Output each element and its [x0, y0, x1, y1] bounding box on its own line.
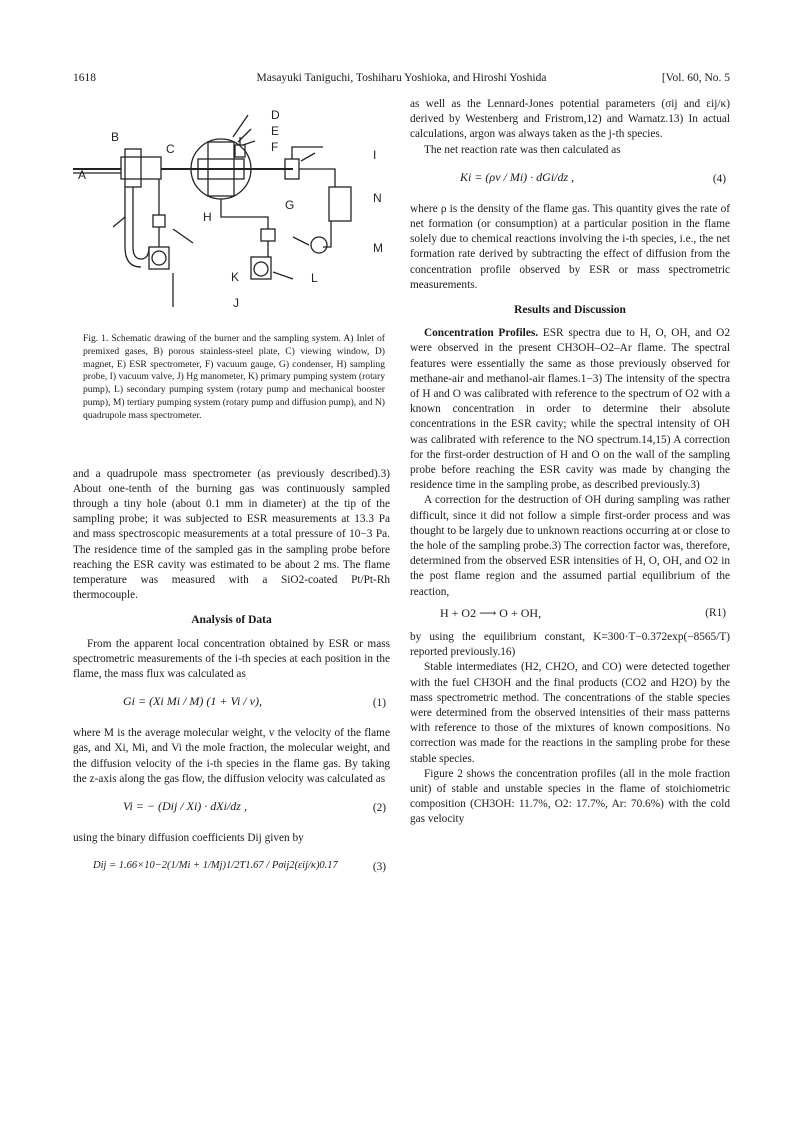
right-paragraph-4	[410, 326, 730, 493]
label-k: K	[231, 270, 240, 284]
label-h: H	[203, 210, 212, 224]
label-a: A	[78, 168, 87, 182]
left-paragraph-1: and a quadrupole mass spectrometer (as previously described).3) About one-tenth of the burning gas was continuously sampled through a tiny hole (about 0.1 mm in diameter) at the tip of the sampling probe; it was subjected to ESR measurements at 13.3 Pa and mass spectroscopic measurements at a total pressure of 10−3 Pa. The residence time of the sampled gas in the sampling probe before reaching the ESR cavity was estimated to be about 2 ms. The flame temperature was measured with a SiO2-coated Pt/Pt-Rh thermocouple.	[73, 467, 390, 602]
reaction-r1	[410, 604, 730, 626]
equation-2-number: (2)	[372, 802, 386, 815]
burner-schematic	[73, 97, 390, 327]
right-paragraph-5: A correction for the destruction of OH during sampling was rather difficult, since it did not follow a simple first-order process and was thought to be largely due to unknown reactions occurring at or close to the hole of the sampling probe.3) The correction factor was, therefore, determined from the observed ESR intensities of H, O, OH, and O2 in the post flame region and the assumed partial equilibrium of the reaction,	[410, 494, 730, 598]
figure-caption: Fig. 1. Schematic drawing of the burner and the sampling system. A) Inlet of premixed gases, B) porous stainless-steel plate, C) viewing window, D) magnet, E) ESR spectrometer, F) vacuum gauge, G) condenser, H) sampling probe, I) vacuum valve, J) Hg manometer, K) primary pumping system (rotary pump), L) secondary pumping system (rotary pump and mechanical booster pump), M) tertiary pumping system (rotary pump and diffusion pump), and N) quadrupole mass spectrometer.	[83, 333, 385, 421]
label-c: C	[166, 142, 175, 156]
equation-4-body: Ki = (ρv / Mi) · dGi/dz ,	[460, 169, 575, 184]
run-in-heading: Concentration Profiles.	[424, 327, 539, 340]
left-paragraph-4: using the binary diffusion coefficients Dij given by	[73, 832, 304, 845]
figure-1	[73, 97, 390, 327]
right-paragraph-2: The net reaction rate was then calculated as	[424, 143, 621, 156]
label-i-top: I	[373, 148, 377, 162]
right-paragraph-8: Figure 2 shows the concentration profiles (all in the mole fraction unit) of stable and unstable species in the flame of stoichiometric composition (CH3OH: 11.7%, O2: 17.7%, Ar: 70.6%) with the cold gas velocity	[410, 767, 730, 826]
equation-2	[73, 791, 390, 827]
right-paragraph-4-text: ESR spectra due to H, O, OH, and O2 were observed in the present CH3OH–O2–Ar flame. The spectral features were essentially the same as those previously observed for methane-air and methanol-air flames.1−3) The intensity of the spectra of H and O was calibrated with reference to the spectrum of O2 with a known concentration in order to determine their absolute concentrations in the ESR cavity; while the spectral intensity of OH was calibrated with reference to the NO spectrum.14,15) A correction for the first-order destruction of H and O on the wall of the sampling probe before reaching the ESR cavity was made by changing the residence time in the sampling probe, as described previously.3)	[410, 327, 730, 492]
label-b: B	[111, 130, 120, 144]
equation-1-number: (1)	[372, 697, 386, 710]
right-paragraph-1: as well as the Lennard-Jones potential parameters (σij and εij/κ) derived by Westenberg and Fristrom,12) and Warnatz.13) In actual calculations, argon was always taken as the j-th species.	[410, 98, 730, 141]
section-heading-results: Results and Discussion	[514, 304, 626, 317]
running-header	[73, 72, 730, 88]
right-column	[410, 97, 730, 828]
label-l: L	[311, 271, 318, 285]
right-paragraph-3: where ρ is the density of the flame gas. This quantity gives the rate of net formation (or consumption) at a particular position in the flame solely due to chemical reactions involving the i-th species, i.e., the net formation rate derived by subtracting the effect of diffusion from the concentration profile observed by ESR or mass spectrometric measurements.	[410, 202, 730, 291]
left-paragraph-2: From the apparent local concentration obtained by ESR or mass spectrometric measurements of the i-th species at each position in the flame, the mass flux was calculated as	[73, 637, 390, 681]
volume-info: [Vol. 60, No. 5	[661, 72, 730, 84]
equation-1	[73, 686, 390, 722]
running-authors: Masayuki Taniguchi, Toshiharu Yoshioka, and Hiroshi Yoshida	[256, 72, 547, 84]
reaction-r1-body: H + O2 ⟶ O + OH,	[440, 605, 542, 620]
equation-4-number: (4)	[712, 172, 726, 185]
reaction-r1-number: (R1)	[705, 606, 726, 619]
equation-3-body: Dij = 1.66×10−2(1/Mi + 1/Mj)1/2T1.67 / Pσij2(εij/κ)0.17	[93, 860, 338, 872]
right-paragraph-7: Stable intermediates (H2, CH2O, and CO) were detected together with the fuel CH3OH and the final products (CO2 and H2O) by the mass spectrometric method. The concentrations of the stable species were determined from the observed intensities of their mass patterns with reference to those of the mixtures of known compositions. No correction was made for the reactions in the sampling probe for these stable species.	[410, 661, 730, 765]
equation-4	[410, 162, 730, 198]
equation-3-number: (3)	[372, 861, 386, 874]
page-number: 1618	[73, 72, 96, 84]
equation-3	[73, 850, 390, 886]
equation-2-body: Vi = − (Dij / Xi) · dXi/dz ,	[123, 799, 247, 814]
left-paragraph-3: where M is the average molecular weight, v the velocity of the flame gas, and Xi, Mi, and Vi the mole fraction, the molecular weight, and the diffusion velocity of the i-th species in the flame gas. By taking the z-axis along the gas flow, the diffusion velocity was calculated as	[73, 727, 390, 785]
label-f: F	[271, 140, 279, 154]
label-g: G	[285, 198, 295, 212]
label-m: M	[373, 241, 383, 255]
label-n: N	[373, 191, 382, 205]
label-j: J	[233, 296, 239, 310]
label-d: D	[271, 108, 280, 122]
left-column	[73, 97, 390, 890]
equation-1-body: Gi = (Xi Mi / M) (1 + Vi / v),	[123, 694, 262, 709]
right-paragraph-6: by using the equilibrium constant, K=300·T−0.372exp(−8565/T) reported previously.16)	[410, 630, 730, 659]
label-e: E	[271, 124, 280, 138]
section-heading-analysis: Analysis of Data	[191, 614, 272, 627]
